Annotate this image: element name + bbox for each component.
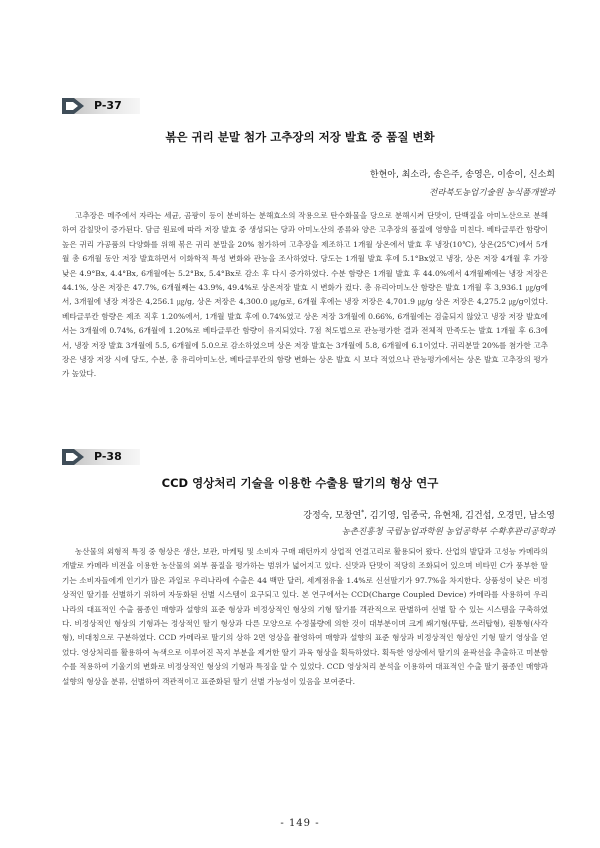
tag-arrow-icon bbox=[62, 94, 86, 116]
page-number: - 149 - bbox=[280, 818, 320, 829]
authors-part-1: 강정숙, 모창연 bbox=[303, 511, 362, 521]
abstract-affiliation: 농촌진흥청 국립농업과학원 농업공학부 수확후관리공학과 bbox=[341, 527, 555, 537]
abstract-body: 고추장은 메주에서 자라는 세균, 곰팡이 등이 분비하는 분해효소의 작용으로 탄수화물을 당으로 분해시켜 단맛이, 단백질을 아미노산으로 분해하여 감칠맛이 증가된다. 담금 원료에 따라 저장 발효 중 생성되는 당과 아미노산의 종류와 양은 고추장의 품질에 영향을 미친다. 베타글루칸 함량이 높은 귀리 가공품의 다양화를 위해 볶은 귀리 분말을 20% 첨가하여 고추장을 제조하고 1개월 상온에서 발효 후 냉장(10℃), 상온(25℃)에서 5개월 총 6개월 동안 저장 발효하면서 이화학적 특성 변화와 관능을 조사하였다. 당도는 1개월 발효 후에 5.1°Bx였고 냉장, 상온 저장 4개월 후 가장 낮은 4.9°Bx, 4.4°Bx, 6개월에는 5.2°Bx, 5.4°Bx로 감소 후 다시 증가하였다. 수분 함량은 1개월 발효 후 44.0%에서 4개월째에는 냉장 저장은 44.1%, 상온 저장은 47.7%, 6개월째는 43.9%, 49.4%로 상온저장 발효 시 변화가 컸다. 총 유리아미노산 함량은 발효 1개월 후 3,936.1 ㎍/g에서, 3개월에 냉장 저장은 4,256.1 ㎍/g, 상온 저장은 4,300.0 ㎍/g로, 6개월 후에는 냉장 저장은 4,701.9 ㎍/g 상온 저장은 4,275.2 ㎍/g이었다. 베타글루칸 함량은 제조 직후 1.20%에서, 1개월 발효 후에 0.74%였고 상온 저장 3개월에 0.66%, 6개월에는 검출되지 않았고 냉장 저장 발효에서는 3개월에 0.74%, 6개월에 1.20%로 베타글루칸 함량이 유지되었다. 7점 척도법으로 관능평가한 결과 전체적 만족도는 발효 1개월 후 6.3에서, 냉장 저장 발효 3개월에 5.5, 6개월에 5.0으로 감소하였으며 상온 저장 발효는 3개월에 5.8, 6개월에 6.1이었다. 귀리분말 20%를 첨가한 고추장은 냉장 저장 시에 당도, 수분, 총 유리아미노산, 베타글루칸의 함량 변화는 상온 발효 시 보다 적었으나 관능평가에서는 상온 발효 고추장의 평가가 높았다. bbox=[62, 211, 548, 379]
abstract-tag bbox=[62, 445, 140, 467]
corresponding-author-mark: * bbox=[361, 509, 365, 516]
tag-arrow-icon bbox=[62, 445, 86, 467]
abstract-number: P-38 bbox=[94, 450, 122, 463]
abstract-title: 볶은 귀리 분말 첨가 고추장의 저장 발효 중 품질 변화 bbox=[165, 130, 435, 144]
authors-part-2: , 김기영, 임종국, 유현채, 김건섭, 오경민, 남소영 bbox=[364, 511, 555, 521]
abstract-number: P-37 bbox=[94, 99, 122, 112]
abstract-tag bbox=[62, 94, 140, 116]
abstract-title: CCD 영상처리 기술을 이용한 수출용 딸기의 형상 연구 bbox=[161, 476, 439, 490]
abstract-authors: 한현아, 최소라, 송은주, 송영은, 이송이, 신소희 bbox=[369, 170, 555, 180]
abstract-affiliation: 전라북도농업기술원 농식품개발과 bbox=[429, 188, 555, 198]
abstract-authors bbox=[303, 508, 555, 521]
abstract-body: 농산물의 외형적 특징 중 형상은 생산, 보관, 마케팅 및 소비자 구매 패턴까지 상업적 연결고리로 활용되어 왔다. 산업의 발달과 고성능 카메라의 개발로 카메라 비전을 이용한 농산물의 외부 품질을 평가하는 범위가 넓어지고 있다. 신맛과 단맛이 적당히 조화되어 있으며 비타민 C가 풍부한 딸기는 소비자들에게 인기가 많은 과일로 우리나라에 수출은 44 백만 달러, 세계점유율 1.4%로 신선딸기가 97.7%을 차지한다. 상품성이 낮은 비정상적인 딸기를 선별하기 위하여 자동화된 선별 시스템이 요구되고 있다. 본 연구에서는 CCD(Charge Coupled Device) 카메라를 사용하여 우리나라의 대표적인 수출 품종인 매향과 설향의 표준 형상과 비정상적인 형상의 기형 딸기를 객관적으로 판별하여 선별 할 수 있는 시스템을 구축하였다. 비정상적인 형상의 기형과는 정상적인 딸기 형상과 다른 모양으로 수정불량에 의한 것이 대부분이며 크게 쐐기형(뚜탑, 쓰러탑형), 원통형(사각형), 비대칭으로 구분하였다. CCD 카메라로 딸기의 상하 2면 영상을 촬영하여 매향과 설향의 표준 형상과 비정상적인 형상인 기형 딸기 영상을 얻었다. 영상처리를 활용하여 녹색으로 이루어진 꼭지 부분을 제거한 딸기 과육 형상을 획득하였다. 획득한 영상에서 딸기의 윤곽선을 추출하고 미분함수를 적용하여 기울기의 변화로 비정상적인 형상의 기형과 특징을 알 수 있었다. CCD 영상처리 분석을 이용하여 대표적인 수출 딸기 품종인 매향과 설향의 형상을 분류, 선별하여 객관적이고 표준화된 딸기 선별 가능성이 있음을 보여준다. bbox=[62, 547, 548, 686]
